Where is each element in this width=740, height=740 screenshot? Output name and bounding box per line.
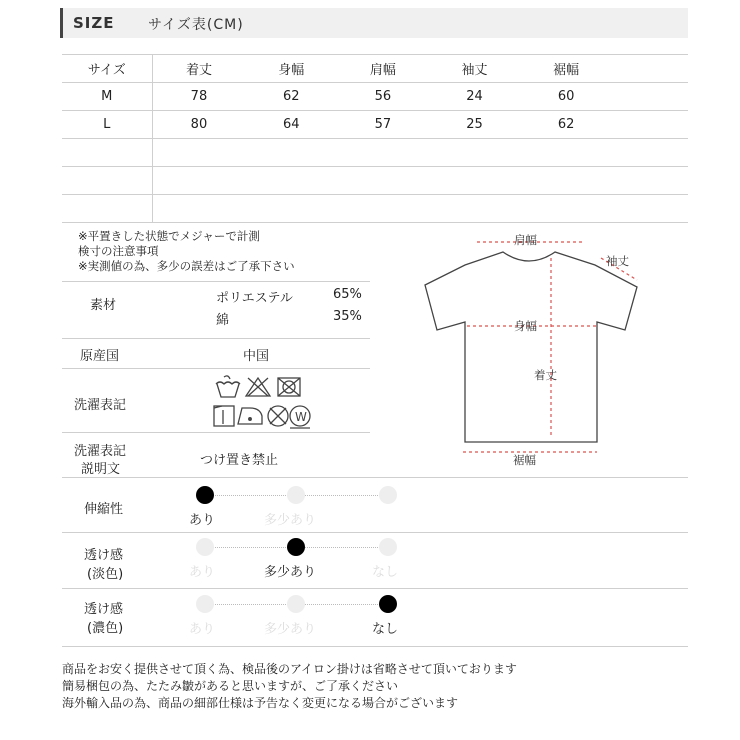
table-cell — [62, 167, 152, 195]
col-header-length: 着丈 — [152, 55, 245, 83]
table-cell — [612, 111, 688, 139]
table-row-empty — [62, 139, 688, 167]
scale-option: あり — [189, 513, 216, 528]
table-cell — [152, 195, 688, 223]
no-tumble-dry-icon — [278, 378, 300, 396]
col-spacer — [612, 55, 688, 83]
scale-option: 多少あり — [264, 513, 317, 528]
col-header-hem: 裾幅 — [520, 55, 612, 83]
wash-desc-label: 説明文 — [81, 462, 121, 477]
footer-line: 簡易梱包の為、たたみ皺があると思いますが、ご了承ください — [62, 679, 399, 693]
scale-label-sub: (淡色) — [87, 567, 124, 582]
table-cell: 24 — [429, 83, 521, 111]
scale-label: 透け感 — [84, 602, 124, 617]
note-line: 検寸の注意事項 — [78, 244, 159, 258]
label-hem: 裾幅 — [513, 453, 536, 467]
scale-option: あり — [189, 565, 216, 580]
no-bleach-icon — [246, 378, 270, 396]
size-table-header — [62, 55, 688, 83]
origin-value: 中国 — [243, 349, 270, 364]
scale-stretch — [62, 478, 688, 532]
material-label: 素材 — [90, 298, 117, 313]
wet-clean-icon — [290, 406, 310, 428]
table-cell: 25 — [429, 111, 521, 139]
wash-desc-value: つけ置き禁止 — [200, 453, 279, 468]
scale-transparency-dark — [62, 589, 688, 646]
size-table — [62, 54, 688, 223]
material-pct: 65% — [333, 287, 362, 302]
measurement-notes — [78, 229, 295, 274]
table-row-empty — [62, 167, 688, 195]
scale-dot — [196, 595, 214, 613]
table-cell: 62 — [245, 83, 337, 111]
row-size: L — [62, 111, 152, 139]
table-cell — [62, 139, 152, 167]
divider — [62, 281, 370, 282]
table-cell: 56 — [337, 83, 429, 111]
table-cell — [152, 167, 688, 195]
col-header-sleeve: 袖丈 — [429, 55, 521, 83]
table-cell: 80 — [152, 111, 245, 139]
iron-icon — [238, 408, 262, 424]
tshirt-outline — [425, 252, 637, 442]
divider — [62, 338, 370, 339]
header-title: SIZE — [73, 14, 115, 32]
footer-notes — [62, 661, 517, 712]
svg-text:W: W — [295, 410, 307, 424]
table-cell: 78 — [152, 83, 245, 111]
table-cell — [152, 139, 688, 167]
label-body-width: 身幅 — [514, 319, 537, 333]
scale-option: 多少あり — [264, 622, 317, 637]
scale-option: なし — [372, 565, 399, 580]
label-length: 着丈 — [534, 368, 557, 382]
hand-wash-icon — [216, 376, 240, 397]
wash-label: 洗濯表記 — [74, 398, 127, 413]
divider — [62, 368, 370, 369]
scale-label: 伸縮性 — [84, 502, 124, 517]
section-header — [60, 8, 688, 38]
col-header-shoulder: 肩幅 — [337, 55, 429, 83]
scale-dot — [196, 538, 214, 556]
table-cell: 64 — [245, 111, 337, 139]
scale-dot — [379, 538, 397, 556]
scale-label-sub: (濃色) — [87, 621, 124, 636]
scale-dot — [287, 538, 305, 556]
table-row-empty — [62, 195, 688, 223]
row-size: M — [62, 83, 152, 111]
note-line: ※実測値の為、多少の誤差はご了承下さい — [78, 259, 295, 273]
scale-option: 多少あり — [264, 565, 317, 580]
table-cell: 57 — [337, 111, 429, 139]
scale-dot — [287, 486, 305, 504]
table-cell: 60 — [520, 83, 612, 111]
material-pct: 35% — [333, 309, 362, 324]
scale-dot — [287, 595, 305, 613]
header-subtitle: サイズ表(CM) — [148, 17, 244, 33]
table-cell — [62, 195, 152, 223]
scale-label: 透け感 — [84, 548, 124, 563]
drip-dry-icon — [214, 406, 234, 426]
label-shoulder: 肩幅 — [514, 233, 537, 247]
footer-line: 海外輸入品の為、商品の細部仕様は予告なく変更になる場合がございます — [62, 696, 459, 710]
label-sleeve: 袖丈 — [606, 254, 629, 268]
table-row — [62, 83, 688, 111]
care-symbols — [212, 374, 312, 430]
wash-desc-label: 洗濯表記 — [74, 444, 127, 459]
col-header-size: サイズ — [62, 55, 152, 83]
origin-label: 原産国 — [80, 349, 120, 364]
scale-option: あり — [189, 622, 216, 637]
scale-dot — [196, 486, 214, 504]
table-row — [62, 111, 688, 139]
scale-dot — [379, 595, 397, 613]
note-line: ※平置きした状態でメジャーで計測 — [78, 229, 260, 243]
scale-option: なし — [372, 622, 399, 637]
scale-transparency-light — [62, 533, 688, 588]
no-dry-clean-icon — [268, 406, 288, 426]
col-header-body-width: 身幅 — [245, 55, 337, 83]
table-cell — [612, 83, 688, 111]
table-cell: 62 — [520, 111, 612, 139]
scale-dot — [379, 486, 397, 504]
divider — [62, 646, 688, 647]
material-name: 綿 — [216, 313, 230, 328]
footer-line: 商品をお安く提供させて頂く為、検品後のアイロン掛けは省略させて頂いております — [62, 662, 517, 676]
material-name: ポリエステル — [216, 291, 293, 306]
divider — [62, 432, 370, 433]
